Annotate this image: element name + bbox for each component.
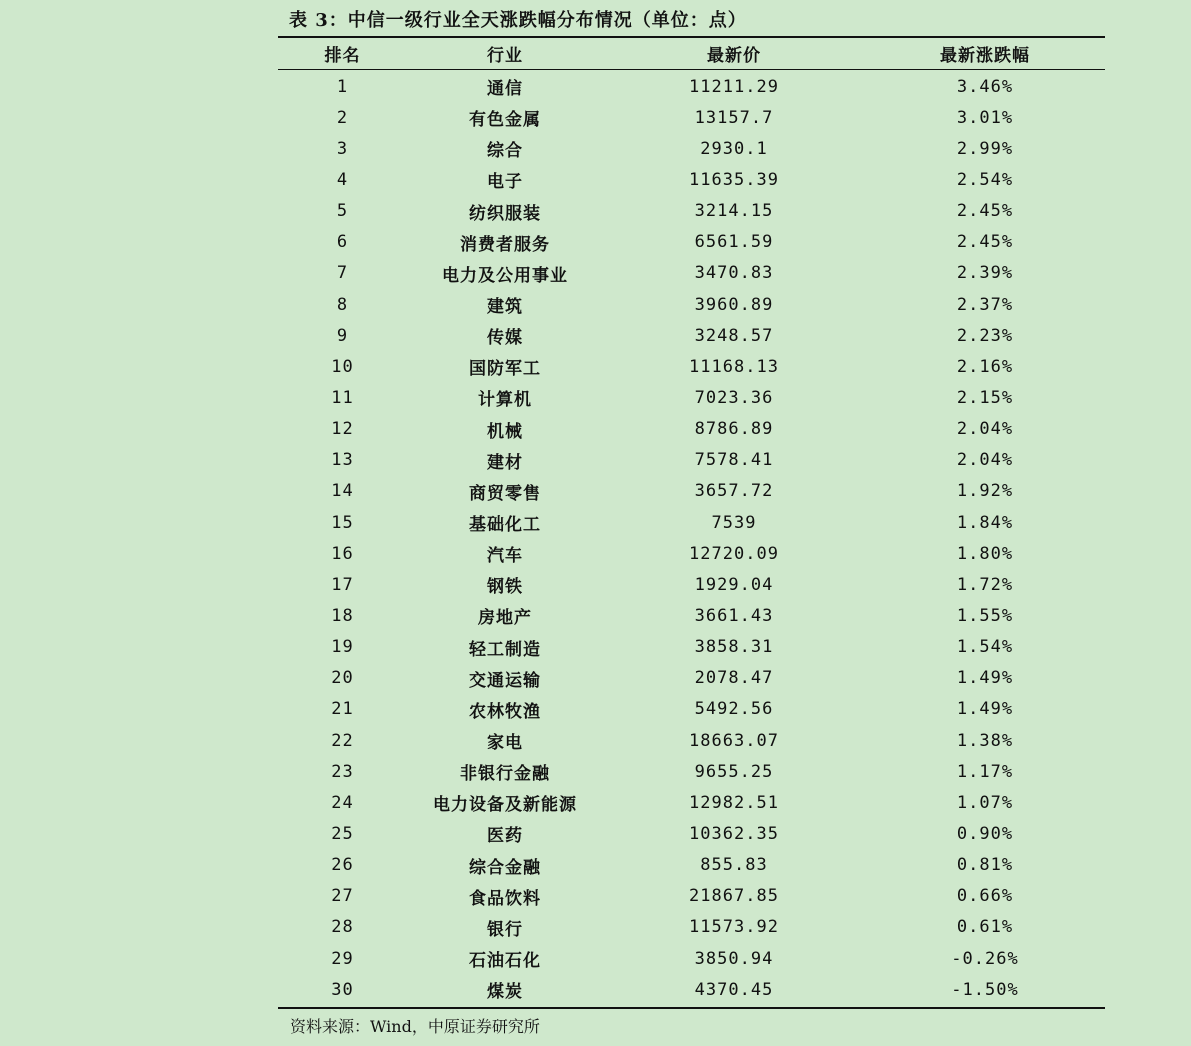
table-title: 表 3：中信一级行业全天涨跌幅分布情况（单位：点）	[289, 10, 747, 31]
table-row	[278, 289, 1105, 320]
change-cell: 1.54%	[956, 637, 1014, 658]
industry-cell: 建筑	[487, 297, 523, 318]
rank-cell: 2	[336, 107, 349, 128]
change-cell: 3.01%	[956, 107, 1014, 128]
change-cell: 1.49%	[956, 699, 1014, 720]
change-cell: 3.46%	[956, 76, 1014, 97]
table-row	[278, 196, 1105, 227]
table-row	[278, 102, 1105, 133]
table-row	[278, 974, 1105, 1005]
industry-cell: 机械	[487, 421, 523, 442]
table-row	[278, 164, 1105, 195]
rank-cell: 23	[331, 761, 354, 782]
change-cell: 1.84%	[956, 512, 1014, 533]
industry-cell: 综合金融	[469, 857, 541, 878]
table-row	[278, 663, 1105, 694]
rank-cell: 3	[336, 138, 349, 159]
price-cell: 10362.35	[689, 823, 779, 844]
change-cell: 2.04%	[956, 450, 1014, 471]
price-cell: 11168.13	[689, 356, 779, 377]
rank-cell: 20	[331, 668, 354, 689]
rank-cell: 27	[331, 886, 354, 907]
table-row	[278, 69, 1105, 102]
price-cell: 7023.36	[694, 387, 774, 408]
rank-cell: 8	[336, 294, 349, 315]
change-cell: 1.80%	[956, 543, 1014, 564]
price-cell: 3470.83	[694, 263, 774, 284]
industry-cell: 计算机	[478, 390, 532, 411]
source-note: 资料来源：Wind，中原证券研究所	[290, 1017, 540, 1036]
rank-cell: 7	[336, 263, 349, 284]
industry-cell: 交通运输	[469, 670, 541, 691]
industry-cell: 食品饮料	[469, 888, 541, 909]
price-cell: 4370.45	[694, 979, 774, 1000]
industry-cell: 消费者服务	[460, 234, 550, 255]
rank-cell: 12	[331, 419, 354, 440]
price-cell: 21867.85	[689, 886, 779, 907]
rank-cell: 10	[331, 356, 354, 377]
price-cell: 2930.1	[700, 138, 768, 159]
price-cell: 3657.72	[694, 481, 774, 502]
price-cell: 3960.89	[694, 294, 774, 315]
table-row	[278, 943, 1105, 974]
industry-cell: 综合	[487, 141, 523, 162]
change-cell: 1.55%	[956, 605, 1014, 626]
rank-cell: 11	[331, 387, 354, 408]
rank-cell: 16	[331, 543, 354, 564]
industry-cell: 银行	[487, 919, 523, 940]
table-row	[278, 881, 1105, 912]
table-row	[278, 818, 1105, 849]
header-latest-price: 最新价	[707, 46, 761, 66]
price-cell: 7578.41	[694, 450, 774, 471]
industry-cell: 电子	[487, 172, 523, 193]
industry-cell: 轻工制造	[469, 639, 541, 660]
change-cell: 1.07%	[956, 792, 1014, 813]
header-row	[278, 38, 1105, 69]
rank-cell: 30	[331, 979, 354, 1000]
industry-cell: 建材	[487, 452, 523, 473]
price-cell: 6561.59	[694, 232, 774, 253]
industry-cell: 煤炭	[487, 982, 523, 1003]
change-cell: 0.90%	[956, 823, 1014, 844]
rank-cell: 25	[331, 823, 354, 844]
table-row	[278, 351, 1105, 382]
table-row	[278, 787, 1105, 818]
price-cell: 3214.15	[694, 201, 774, 222]
change-cell: 0.66%	[956, 886, 1014, 907]
price-cell: 2078.47	[694, 668, 774, 689]
industry-cell: 石油石化	[469, 951, 541, 971]
table-row	[278, 507, 1105, 538]
header-industry: 行业	[487, 46, 523, 66]
industry-cell: 纺织服装	[469, 203, 541, 224]
change-cell: 2.54%	[956, 169, 1014, 190]
change-cell: -1.50%	[951, 979, 1019, 1000]
price-cell: 8786.89	[694, 419, 774, 440]
industry-cell: 电力及公用事业	[442, 265, 568, 286]
price-cell: 3661.43	[694, 605, 774, 626]
industry-cell: 农林牧渔	[469, 701, 541, 722]
industry-cell: 非银行金融	[460, 764, 550, 785]
change-cell: 0.81%	[956, 855, 1014, 876]
change-cell: 2.99%	[956, 138, 1014, 159]
industry-cell: 通信	[487, 79, 523, 100]
change-cell: 2.15%	[956, 387, 1014, 408]
change-cell: 1.17%	[956, 761, 1014, 782]
table-row	[278, 414, 1105, 445]
change-cell: 2.23%	[956, 325, 1014, 346]
price-cell: 3248.57	[694, 325, 774, 346]
industry-cell: 电力设备及新能源	[433, 795, 577, 816]
table-row	[278, 694, 1105, 725]
change-cell: 2.39%	[956, 263, 1014, 284]
change-cell: 0.61%	[956, 917, 1014, 938]
change-cell: 1.38%	[956, 730, 1014, 751]
price-cell: 13157.7	[694, 107, 774, 128]
change-cell: 2.04%	[956, 419, 1014, 440]
rank-cell: 9	[336, 325, 349, 346]
rank-cell: 26	[331, 855, 354, 876]
rank-cell: 19	[331, 637, 354, 658]
industry-cell: 医药	[487, 826, 523, 847]
rank-cell: 1	[336, 76, 349, 97]
rank-cell: 6	[336, 232, 349, 253]
industry-cell: 汽车	[487, 546, 523, 567]
price-cell: 855.83	[700, 855, 768, 876]
table-row	[278, 133, 1105, 164]
change-cell: 2.37%	[956, 294, 1014, 315]
rank-cell: 29	[331, 948, 354, 969]
table-row	[278, 538, 1105, 569]
change-cell: 1.72%	[956, 574, 1014, 595]
change-cell: 1.49%	[956, 668, 1014, 689]
industry-cell: 国防军工	[469, 359, 541, 380]
industry-cell: 商贸零售	[469, 483, 541, 504]
industry-cell: 有色金属	[469, 110, 541, 131]
rank-cell: 13	[331, 450, 354, 471]
rank-cell: 5	[336, 201, 349, 222]
rank-cell: 21	[331, 699, 354, 720]
price-cell: 3858.31	[694, 637, 774, 658]
price-cell: 11573.92	[689, 917, 779, 938]
price-cell: 5492.56	[694, 699, 774, 720]
change-cell: 2.45%	[956, 201, 1014, 222]
price-cell: 7539	[711, 512, 757, 533]
rank-cell: 22	[331, 730, 354, 751]
table-row	[278, 632, 1105, 663]
industry-cell: 基础化工	[469, 515, 541, 536]
industry-table	[278, 38, 1105, 1005]
price-cell: 11211.29	[689, 76, 779, 97]
change-cell: 2.45%	[956, 232, 1014, 253]
header-latest-change: 最新涨跌幅	[940, 46, 1030, 66]
rank-cell: 4	[336, 169, 349, 190]
rank-cell: 14	[331, 481, 354, 502]
industry-cell: 房地产	[478, 608, 532, 629]
industry-cell: 钢铁	[487, 577, 523, 598]
table-row	[278, 382, 1105, 413]
table-row	[278, 227, 1105, 258]
price-cell: 12720.09	[689, 543, 779, 564]
rank-cell: 15	[331, 512, 354, 533]
table-row	[278, 600, 1105, 631]
change-cell: 2.16%	[956, 356, 1014, 377]
table-row	[278, 569, 1105, 600]
price-cell: 11635.39	[689, 169, 779, 190]
table-row	[278, 445, 1105, 476]
rank-cell: 28	[331, 917, 354, 938]
industry-cell: 传媒	[487, 328, 523, 349]
price-cell: 1929.04	[694, 574, 774, 595]
rank-cell: 17	[331, 574, 354, 595]
table-row	[278, 850, 1105, 881]
table-row	[278, 258, 1105, 289]
header-rank: 排名	[324, 46, 361, 66]
table-row	[278, 756, 1105, 787]
change-cell: 1.92%	[956, 481, 1014, 502]
industry-cell: 家电	[487, 733, 523, 754]
bottom-rule	[278, 1007, 1105, 1009]
table-row	[278, 912, 1105, 943]
rank-cell: 18	[331, 605, 354, 626]
price-cell: 18663.07	[689, 730, 779, 751]
table-row	[278, 725, 1105, 756]
price-cell: 12982.51	[689, 792, 779, 813]
rank-cell: 24	[331, 792, 354, 813]
table-row	[278, 320, 1105, 351]
price-cell: 3850.94	[694, 948, 774, 969]
change-cell: -0.26%	[951, 948, 1019, 969]
table-row	[278, 476, 1105, 507]
price-cell: 9655.25	[694, 761, 774, 782]
